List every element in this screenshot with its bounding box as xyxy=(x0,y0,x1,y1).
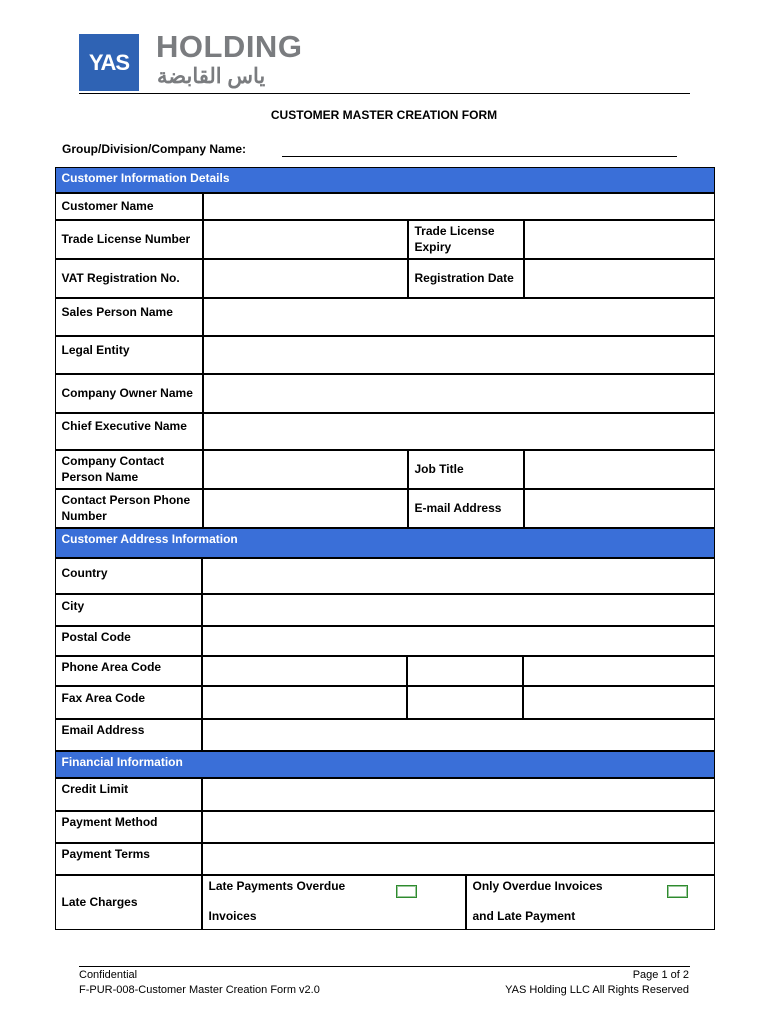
section-financial-information xyxy=(55,751,715,778)
trade-license-expiry-input[interactable] xyxy=(524,220,715,259)
footer-divider xyxy=(79,966,690,967)
city-input[interactable] xyxy=(202,594,715,626)
late-option1-line1: Late Payments Overdue xyxy=(208,878,346,893)
company-contact-input[interactable] xyxy=(203,450,408,489)
footer-page-number: Page 1 of 2 xyxy=(632,969,689,981)
contact-phone-label: Contact Person Phone Number xyxy=(55,489,203,528)
logo-text: YAS xyxy=(88,49,130,75)
company-contact-label: Company Contact Person Name xyxy=(55,450,203,489)
job-title-label: Job Title xyxy=(408,450,524,489)
trade-license-number-input[interactable] xyxy=(203,220,408,259)
credit-limit-input[interactable] xyxy=(202,778,715,811)
header-divider xyxy=(79,93,690,94)
registration-date-label: Registration Date xyxy=(408,259,524,298)
country-label: Country xyxy=(55,558,202,594)
late-option-overdue-and-late-payment[interactable] xyxy=(466,875,715,930)
section-customer-information xyxy=(55,167,715,193)
footer-form-code: F-PUR-008-Customer Master Creation Form v2.0 xyxy=(79,984,320,996)
contact-email-input[interactable] xyxy=(524,489,715,528)
legal-entity-label: Legal Entity xyxy=(55,336,203,374)
payment-terms-label: Payment Terms xyxy=(55,843,202,875)
chief-executive-input[interactable] xyxy=(203,413,715,450)
yas-logo xyxy=(79,34,139,91)
country-input[interactable] xyxy=(202,558,715,594)
job-title-input[interactable] xyxy=(524,450,715,489)
late-option2-line1: Only Overdue Invoices xyxy=(472,878,603,893)
footer-confidential: Confidential xyxy=(79,969,138,981)
late-option2-line2: and Late Payment xyxy=(472,908,576,923)
section-address-information xyxy=(55,528,715,558)
customer-name-label: Customer Name xyxy=(55,193,203,220)
payment-terms-input[interactable] xyxy=(202,843,715,875)
trade-license-expiry-label: Trade License Expiry xyxy=(408,220,524,259)
registration-date-input[interactable] xyxy=(524,259,715,298)
phone-area-code-label: Phone Area Code xyxy=(55,656,202,686)
customer-name-input[interactable] xyxy=(203,193,715,220)
form-title: CUSTOMER MASTER CREATION FORM xyxy=(270,108,498,122)
trade-license-number-label: Trade License Number xyxy=(55,220,203,259)
footer-rights: YAS Holding LLC All Rights Reserved xyxy=(505,984,689,996)
late-option1-line2: Invoices xyxy=(208,908,257,923)
fax-area-code-input[interactable] xyxy=(202,686,407,719)
chief-executive-label: Chief Executive Name xyxy=(55,413,203,450)
credit-limit-label: Credit Limit xyxy=(55,778,202,811)
section-title: Customer Address Information xyxy=(61,531,238,546)
fax-area-code-label: Fax Area Code xyxy=(55,686,202,719)
payment-method-label: Payment Method xyxy=(55,811,202,843)
payment-method-input[interactable] xyxy=(202,811,715,843)
brand-title: HOLDING xyxy=(156,29,303,64)
vat-registration-input[interactable] xyxy=(203,259,408,298)
contact-phone-input[interactable] xyxy=(203,489,408,528)
phone-number-input[interactable] xyxy=(407,656,523,686)
sales-person-label: Sales Person Name xyxy=(55,298,203,336)
late-option-overdue-invoices[interactable] xyxy=(202,875,466,930)
contact-email-label: E-mail Address xyxy=(408,489,524,528)
section-title: Financial Information xyxy=(61,754,183,769)
late-charges-label: Late Charges xyxy=(55,875,202,930)
postal-code-input[interactable] xyxy=(202,626,715,656)
late-option1-checkbox[interactable] xyxy=(396,885,417,898)
email-address-label: Email Address xyxy=(55,719,202,751)
email-address-input[interactable] xyxy=(202,719,715,751)
legal-entity-input[interactable] xyxy=(203,336,715,374)
company-name-input-line[interactable] xyxy=(282,156,677,157)
fax-number-input[interactable] xyxy=(407,686,523,719)
customer-form-table xyxy=(55,167,715,930)
company-owner-input[interactable] xyxy=(203,374,715,413)
company-name-label: Group/Division/Company Name: xyxy=(62,142,247,156)
brand-arabic-title: ياس القابضة xyxy=(157,65,266,88)
phone-extension-input[interactable] xyxy=(523,656,715,686)
vat-registration-label: VAT Registration No. xyxy=(55,259,203,298)
late-option2-checkbox[interactable] xyxy=(667,885,688,898)
fax-extension-input[interactable] xyxy=(523,686,715,719)
section-title: Customer Information Details xyxy=(61,170,230,185)
postal-code-label: Postal Code xyxy=(55,626,202,656)
company-owner-label: Company Owner Name xyxy=(55,374,203,413)
city-label: City xyxy=(55,594,202,626)
sales-person-input[interactable] xyxy=(203,298,715,336)
phone-area-code-input[interactable] xyxy=(202,656,407,686)
